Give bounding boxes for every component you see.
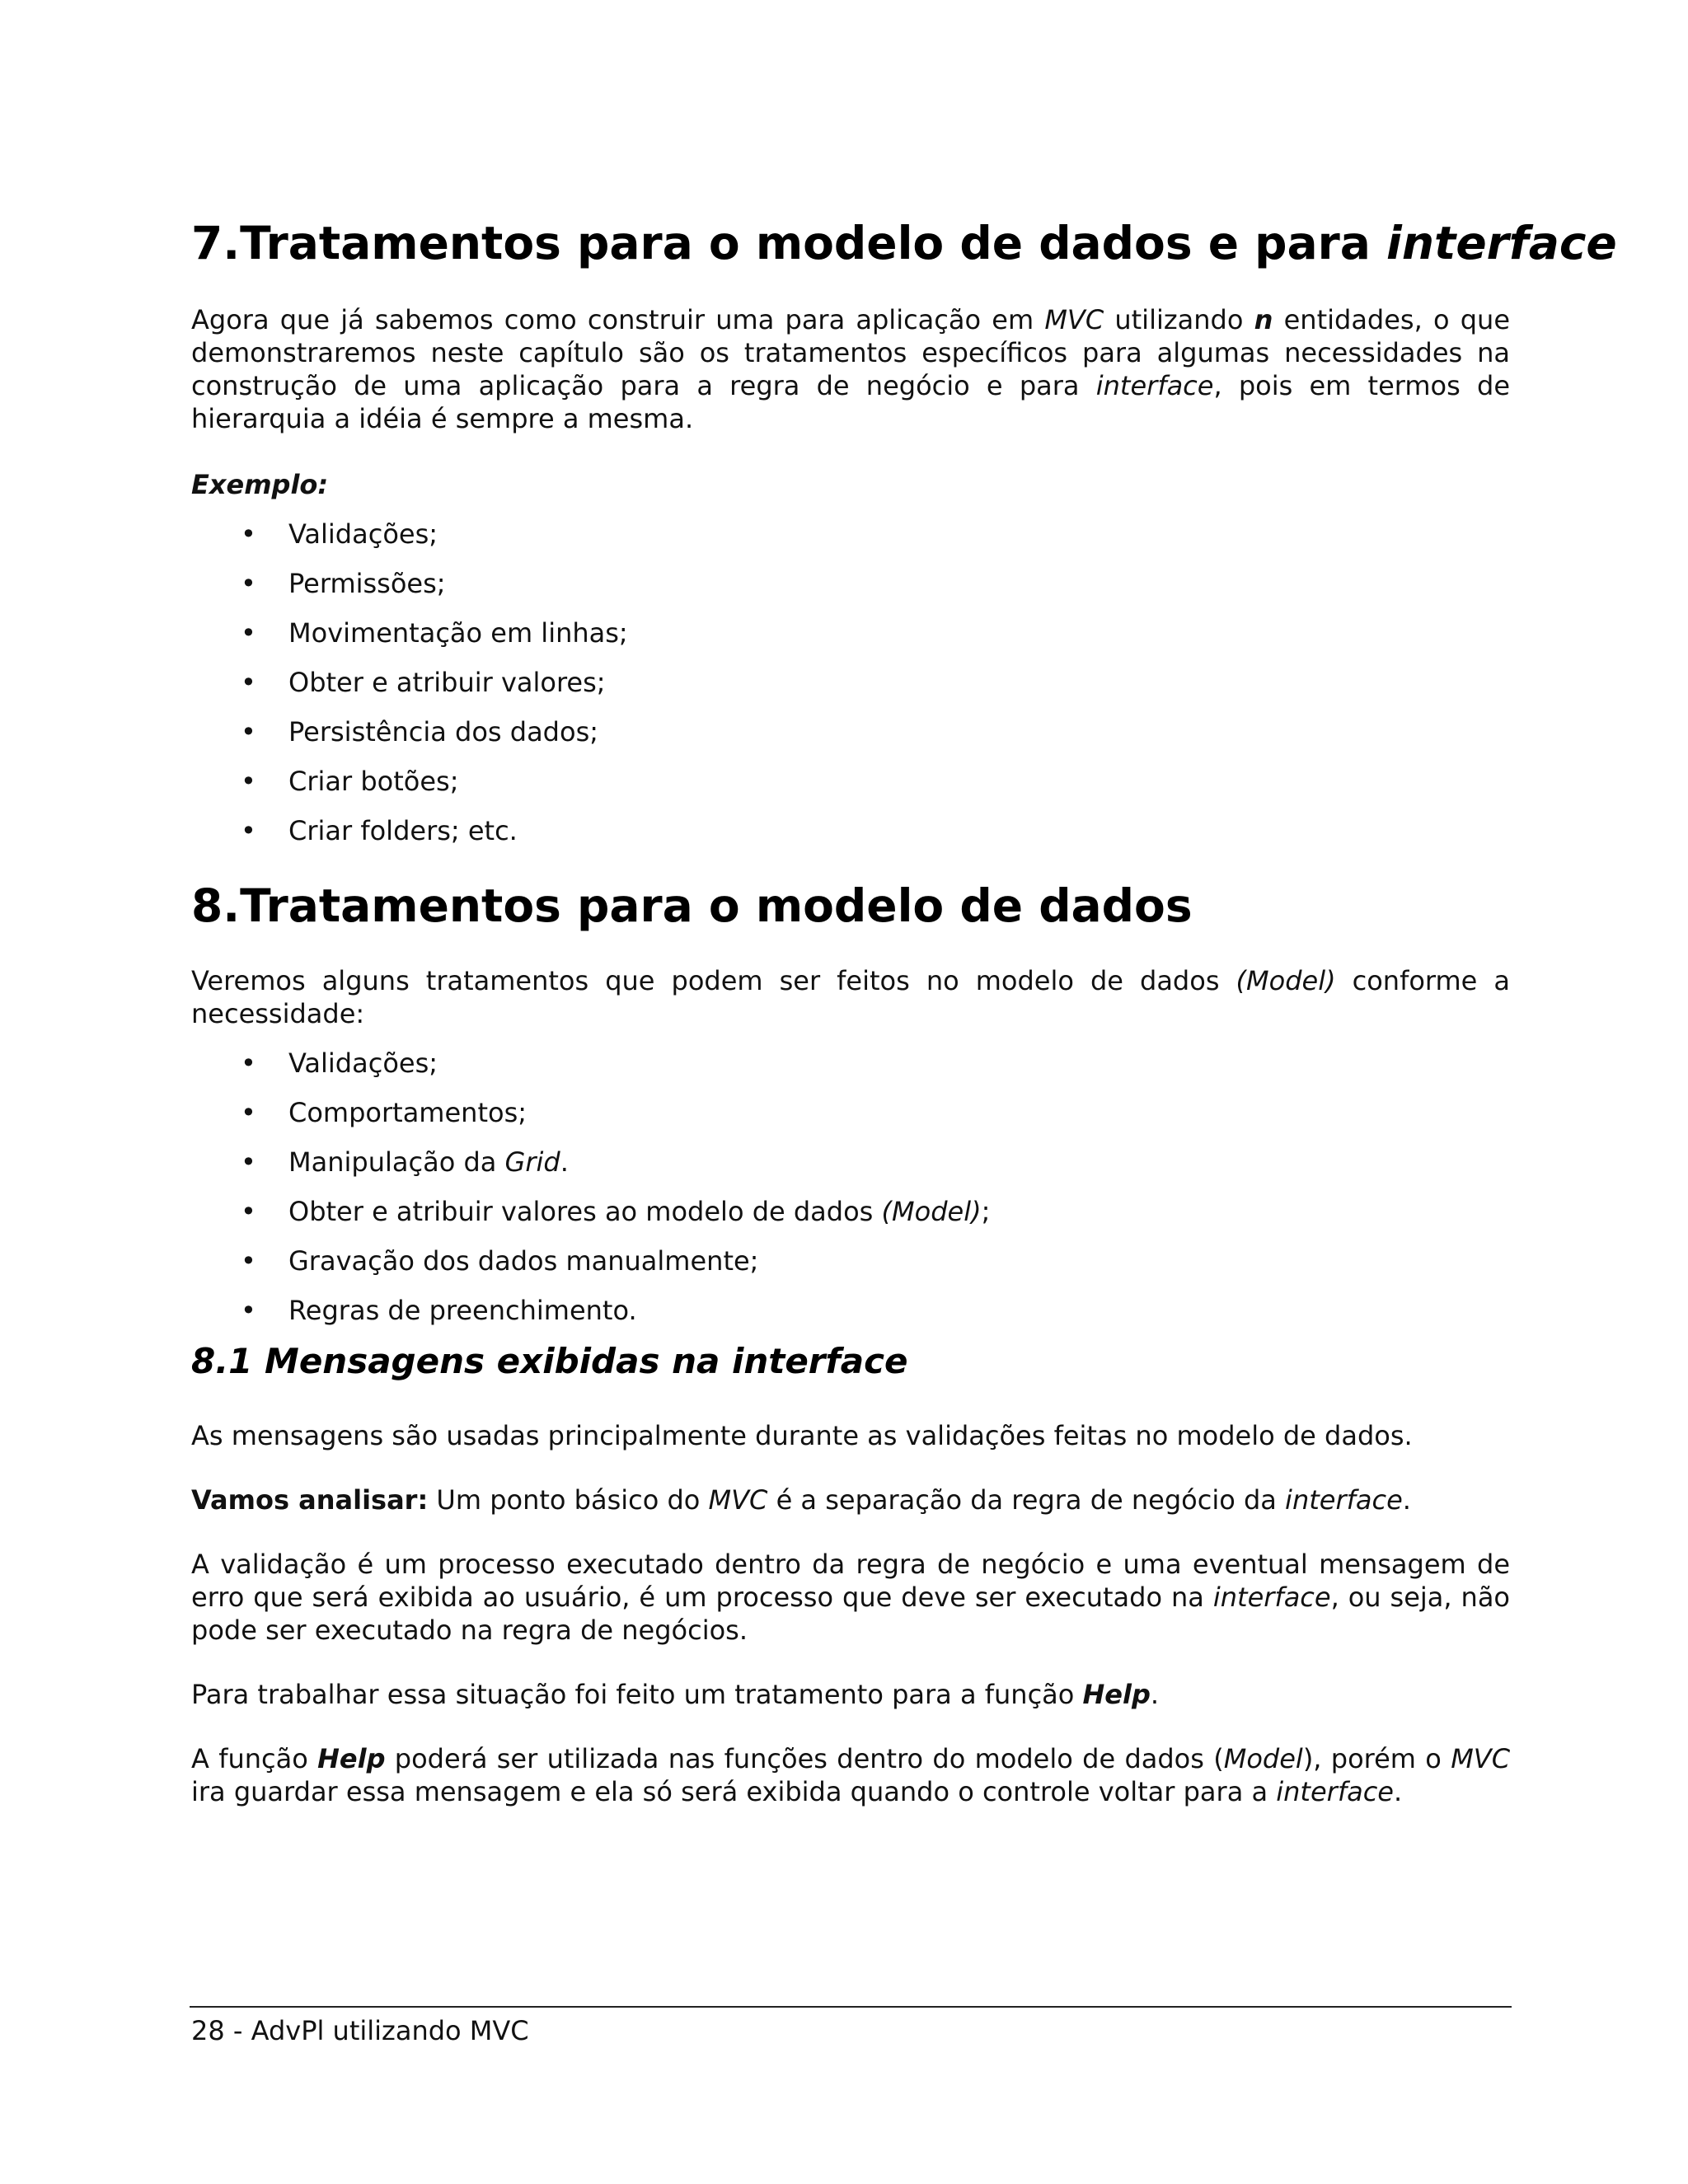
section-7-heading-text: 7.Tratamentos para o modelo de dados e para (191, 217, 1387, 269)
list-item (191, 1096, 990, 1146)
list-item (191, 1146, 990, 1195)
bullet-icon: • (241, 1097, 256, 1128)
list-item (191, 1047, 990, 1096)
list-item-text: Regras de preenchimento. (288, 1295, 637, 1326)
list-item-grid: Grid (504, 1146, 560, 1178)
p4-help: Help (1082, 1679, 1151, 1710)
list-item (191, 715, 628, 765)
p5-text-2: poderá ser utilizada nas funções dentro do modelo de dados ( (385, 1743, 1224, 1774)
p2-mvc: MVC (708, 1484, 768, 1516)
list-item (191, 1244, 990, 1294)
section-8-1-paragraph-4 (191, 1678, 1510, 1711)
p5-model: Model (1223, 1743, 1303, 1774)
intro-text-3: entidades, o que demonstraremos neste capítulo são os tratamentos específicos para algumas necessidades na construção de uma aplicação para a regra de negócio e para (191, 304, 1511, 401)
list-item (191, 616, 628, 666)
list-item (191, 814, 628, 864)
section-8-intro-paragraph (191, 964, 1510, 1030)
list-item-text: Obter e atribuir valores ao modelo de dados (288, 1196, 882, 1227)
bullet-icon: • (241, 617, 256, 649)
section-7-heading (191, 216, 1617, 270)
intro-n: n (1254, 304, 1273, 335)
section-7-intro-paragraph (191, 303, 1510, 435)
bullet-icon: • (241, 1295, 256, 1326)
bullet-icon: • (241, 518, 256, 550)
list-item-text: Movimentação em linhas; (288, 617, 628, 649)
list-item-text: Manipulação da (288, 1146, 505, 1178)
p2-label: Vamos analisar: (191, 1484, 429, 1516)
list-item-text: Validações; (288, 518, 438, 550)
bullet-icon: • (241, 667, 256, 698)
list-item (191, 1195, 990, 1244)
p4-text-2: . (1150, 1679, 1160, 1710)
intro-mvc: MVC (1044, 304, 1104, 335)
section-8-heading: 8.Tratamentos para o modelo de dados (191, 879, 1193, 932)
s8-intro-text-2: conforme a necessidade: (191, 965, 1511, 1029)
p3-text-1: A validação é um processo executado dentro da regra de negócio e uma eventual mensagem de erro que será exibida ao usuário, é um processo que deve ser executado na (191, 1549, 1510, 1613)
bullet-icon: • (241, 1196, 256, 1227)
section-8-1-paragraph-5 (191, 1742, 1510, 1808)
bullet-icon: • (241, 716, 256, 748)
list-item-text: . (560, 1146, 569, 1178)
p2-text-1: Um ponto básico do (428, 1484, 709, 1516)
list-item-text: Gravação dos dados manualmente; (288, 1245, 759, 1277)
p5-text-5: . (1393, 1776, 1403, 1807)
p5-help: Help (317, 1743, 386, 1774)
intro-text-4: , pois em termos de hierarquia a idéia é sempre a mesma. (191, 370, 1511, 434)
intro-text-1: Agora que já sabemos como construir uma para aplicação em (191, 304, 1045, 335)
list-item-text: ; (981, 1196, 991, 1227)
list-item-text: Criar botões; (288, 766, 459, 797)
section-8-1-paragraph-3 (191, 1548, 1510, 1647)
list-item-text: Obter e atribuir valores; (288, 667, 606, 698)
footer-text: 28 - AdvPl utilizando MVC (191, 2015, 529, 2046)
p5-interface: interface (1276, 1776, 1394, 1807)
p5-text-4: ira guardar essa mensagem e ela só será exibida quando o controle voltar para a (191, 1776, 1277, 1807)
section-8-1-heading: 8.1 Mensagens exibidas na interface (191, 1341, 908, 1381)
section-8-1-paragraph-2 (191, 1483, 1510, 1516)
p2-text-2: é a separação da regra de negócio da (767, 1484, 1286, 1516)
list-item-text: Criar folders; etc. (288, 815, 518, 846)
list-item-text: Persistência dos dados; (288, 716, 599, 748)
list-item (191, 666, 628, 715)
example-label: Exemplo: (191, 469, 329, 500)
p2-interface: interface (1285, 1484, 1403, 1516)
bullet-icon: • (241, 1047, 256, 1079)
section-7-heading-italic: interface (1386, 217, 1617, 269)
list-item (191, 1294, 990, 1343)
bullet-icon: • (241, 1245, 256, 1277)
list-item-text: Comportamentos; (288, 1097, 528, 1128)
p2-text-3: . (1402, 1484, 1411, 1516)
section-8-1-paragraph-1: As mensagens são usadas principalmente durante as validações feitas no modelo de dados. (191, 1420, 1413, 1451)
p3-interface: interface (1212, 1582, 1331, 1613)
bullet-icon: • (241, 766, 256, 797)
bullet-icon: • (241, 1146, 256, 1178)
intro-interface: interface (1095, 370, 1214, 401)
bullet-icon: • (241, 815, 256, 846)
p5-text-3: ), porém o (1302, 1743, 1451, 1774)
list-item-text: Validações; (288, 1047, 438, 1079)
document-page (191, 0, 1617, 2184)
list-item (191, 518, 628, 567)
section-7-bullet-list (191, 518, 628, 864)
s8-intro-model: (Model) (1236, 965, 1336, 996)
section-8-bullet-list (191, 1047, 990, 1343)
list-item-model: (Model) (881, 1196, 982, 1227)
intro-text-2: utilizando (1104, 304, 1254, 335)
footer-divider (190, 2006, 1512, 2008)
s8-intro-text-1: Veremos alguns tratamentos que podem ser feitos no modelo de dados (191, 965, 1236, 996)
bullet-icon: • (241, 568, 256, 599)
p5-mvc: MVC (1451, 1743, 1511, 1774)
list-item (191, 765, 628, 814)
p5-text-1: A função (191, 1743, 318, 1774)
list-item-text: Permissões; (288, 568, 446, 599)
p4-text-1: Para trabalhar essa situação foi feito um tratamento para a função (191, 1679, 1083, 1710)
p3-text-2: , ou seja, não pode ser executado na regra de negócios. (191, 1582, 1511, 1646)
list-item (191, 567, 628, 616)
